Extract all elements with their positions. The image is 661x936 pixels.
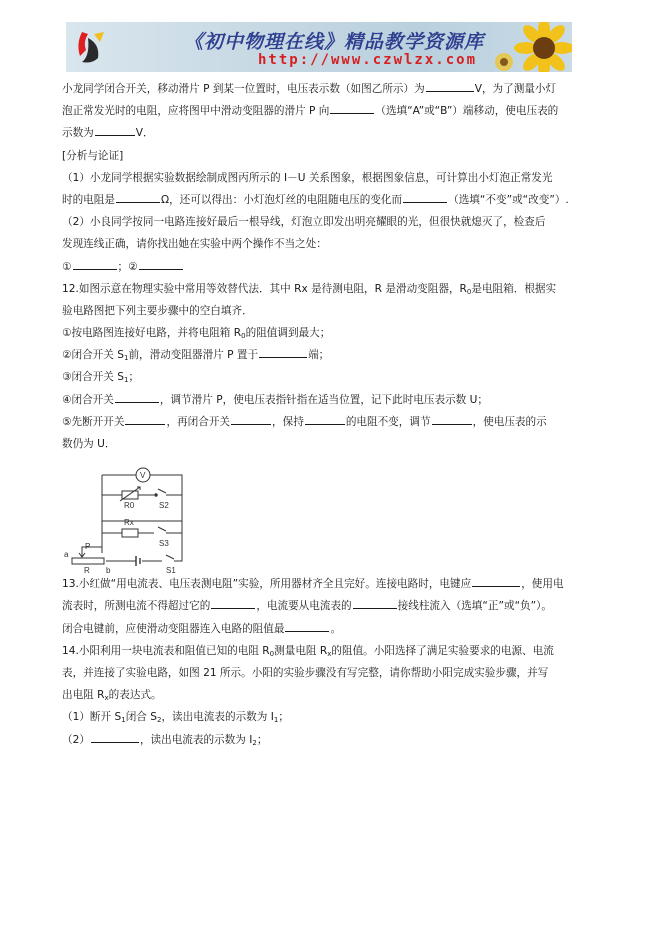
circuit-diagram [62, 455, 602, 573]
section-heading: [分析与论证] [62, 149, 124, 162]
q12-step4: ④闭合开关 ，调节滑片 P，使电压表指针指在适当位置，记下此时电压表示数 U； [62, 389, 602, 411]
answer-blank[interactable] [115, 390, 159, 403]
answer-blank[interactable] [211, 596, 255, 609]
p1-line2: 泡正常发光时的电阻，应将图甲中滑动变阻器的滑片 P 向 （选填“A”或“B”）端移动，使电压表的 [62, 100, 602, 122]
q2-line3: ① ；② [62, 256, 602, 278]
r-label: R [84, 566, 90, 574]
q14-step1: （1）断开 $S_1$闭合 $S_2$，读出电流表的示数为 $I_1$； [62, 711, 289, 725]
q13-line2: 流表时，所测电流不得超过它的 ，电流要从电流表的 接线柱流入（选填“正”或“负”）。 [62, 595, 602, 617]
q12-step3: ③闭合开关 $S_1$； [62, 371, 140, 385]
q13-line1: 13.小红做“用电流表、电压表测电阻”实验，所用器材齐全且完好。连接电路时，电键应 ，使用电 [62, 573, 602, 595]
wire-r0-branch [102, 489, 182, 495]
answer-blank[interactable] [305, 412, 345, 425]
answer-blank[interactable] [330, 101, 374, 114]
wire-main [82, 547, 182, 561]
answer-blank[interactable] [231, 412, 271, 425]
s2-label: S2 [159, 501, 169, 511]
answer-blank[interactable] [125, 412, 165, 425]
q14-step2: （2） ，读出电流表的示数为 $I_2$； [62, 729, 602, 751]
q12-line2: 验电路图把下列主要步骤中的空白填齐． [62, 304, 253, 317]
q13-line3: 闭合电键前，应使滑动变阻器连入电路的阻值最 。 [62, 618, 602, 640]
battery-icon [136, 556, 140, 566]
q14-line3: 出电阻 $R_x$的表达式。 [62, 689, 162, 703]
p-label: P [85, 542, 91, 552]
q2-line1: （2）小良同学按同一电路连接好最后一根导线，灯泡立即发出明亮耀眼的光，但很快就熄灭了，检查后 [62, 216, 546, 229]
q12-step1: ①按电路图连接好电路，并将电阻箱 $R_0$的阻值调到最大； [62, 327, 331, 341]
voltmeter-label: V [140, 471, 146, 481]
answer-blank[interactable] [91, 730, 139, 743]
banner-title: 《初中物理在线》精品教学资源库 [184, 31, 485, 53]
answer-blank[interactable] [472, 574, 520, 587]
logo-icon [74, 28, 108, 66]
r0-label: R0 [124, 501, 135, 511]
switch-node [155, 494, 157, 496]
rheostat-r [72, 558, 104, 564]
wire-rx-branch [102, 521, 182, 553]
answer-blank[interactable] [139, 257, 183, 270]
q14-line2: 表，并连接了实验电路，如图 21 所示。小阳的实验步骤没有写完整，请你帮助小阳完成实验步骤，并写 [62, 666, 549, 679]
answer-blank[interactable] [403, 190, 447, 203]
answer-blank[interactable] [285, 619, 329, 632]
p1-line1: 小龙同学闭合开关，移动滑片 P 到某一位置时，电压表示数（如图乙所示）为 V，为了测量小灯 [62, 78, 602, 100]
q14-line1: 14.小阳利用一块电流表和阻值已知的电阻 $R_0$测量电阻 $R_x$的阻值。小阳选择了满足实验要求的电源、电流 [62, 644, 554, 658]
q12-step5: ⑤先断开开关 ，再闭合开关 ，保持 的电阻不变，调节 ，使电压表的示 [62, 411, 602, 433]
answer-blank[interactable] [73, 257, 117, 270]
banner-url: http://www.czwlzx.com [258, 52, 478, 68]
q2-line2: 发现连线正确，请你找出她在实验中两个操作不当之处： [62, 238, 327, 251]
b-label: b [106, 566, 111, 574]
a-label: a [64, 550, 69, 560]
sunflower-icon [484, 22, 572, 72]
answer-blank[interactable] [432, 412, 472, 425]
s1-label: S1 [166, 566, 176, 574]
document-body [62, 78, 602, 751]
q12-line1: 12.如图示意在物理实验中常用等效替代法．其中 Rx 是待测电阻，R 是滑动变阻器，$R_0$是电阻箱．根据实 [62, 282, 557, 296]
answer-blank[interactable] [116, 190, 160, 203]
circuit-svg [62, 461, 222, 573]
resistor-rx [122, 529, 138, 537]
answer-blank[interactable] [353, 596, 397, 609]
q12-step5-cont: 数仍为 U． [62, 438, 116, 450]
q1-line2: 时的电阻是 Ω，还可以得出：小灯泡灯丝的电阻随电压的变化而 （选填“不变”或“改变”）. [62, 189, 602, 211]
s3-label: S3 [159, 539, 169, 549]
q12-step2: ②闭合开关 $S_1$前，滑动变阻器滑片 P 置于 端； [62, 344, 602, 366]
answer-blank[interactable] [426, 79, 474, 92]
answer-blank[interactable] [259, 345, 307, 358]
header-banner [66, 22, 572, 72]
rx-label: Rx [124, 518, 134, 528]
q1-line1: （1）小龙同学根据实验数据绘制成图丙所示的 I－U 关系图象，根据图象信息，可计算出小灯泡正常发光 [62, 171, 553, 184]
answer-blank[interactable] [95, 123, 135, 136]
p1-line3: 示数为 V． [62, 122, 602, 144]
